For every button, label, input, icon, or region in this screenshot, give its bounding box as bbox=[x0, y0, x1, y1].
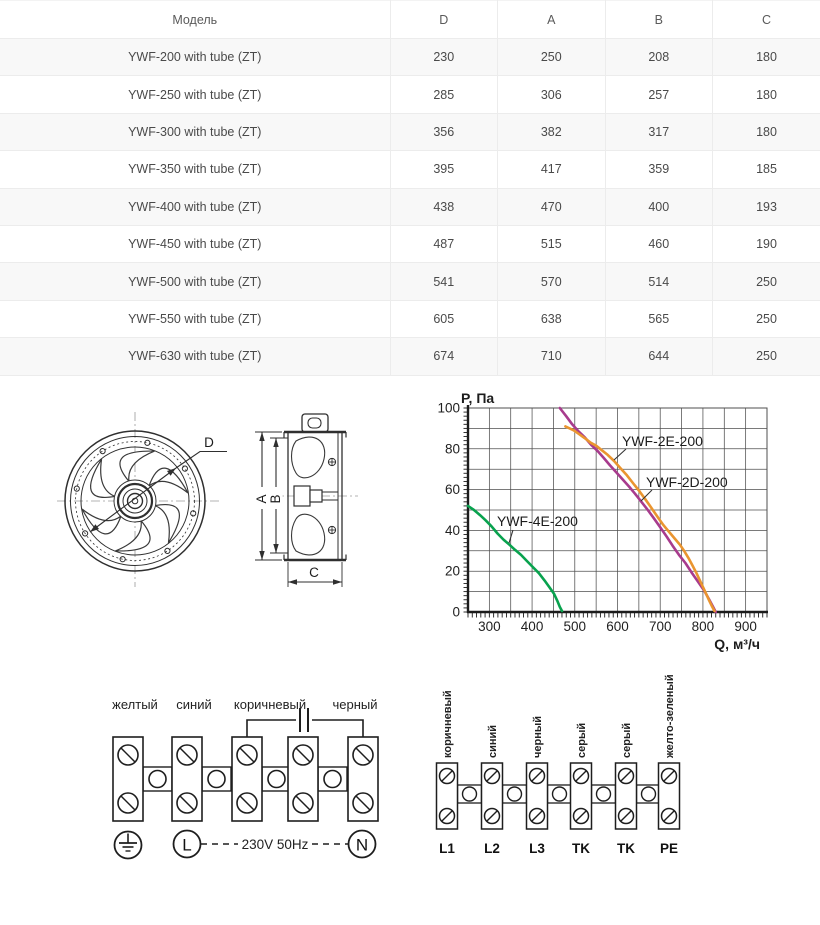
table-cell: 230 bbox=[390, 39, 498, 76]
table-row bbox=[0, 338, 820, 375]
y-axis-title: P, Па bbox=[461, 390, 495, 406]
dim-a-label: A bbox=[254, 494, 269, 504]
y-tick-label: 0 bbox=[452, 604, 460, 620]
terminal-label-l1: L1 bbox=[439, 841, 455, 856]
table-row bbox=[0, 113, 820, 150]
terminal-block bbox=[113, 737, 143, 821]
series-label-2e: YWF-2E-200 bbox=[622, 433, 703, 449]
table-cell: 638 bbox=[498, 300, 606, 337]
column-header-c: C bbox=[713, 1, 820, 39]
column-header-d: D bbox=[390, 1, 498, 39]
table-row bbox=[0, 39, 820, 76]
table-cell: 257 bbox=[605, 76, 713, 113]
table-cell: 250 bbox=[498, 39, 606, 76]
table-cell: YWF-450 with tube (ZT) bbox=[0, 225, 390, 262]
table-cell: 285 bbox=[390, 76, 498, 113]
fan-hub bbox=[114, 480, 156, 522]
terminal-block bbox=[288, 737, 318, 821]
series-label-2d: YWF-2D-200 bbox=[646, 474, 728, 490]
wire-label-yellow-green: желто-зеленый bbox=[664, 674, 676, 758]
wire-label-grey-1: серый bbox=[576, 722, 588, 758]
table-row bbox=[0, 263, 820, 300]
terminal-label-l3: L3 bbox=[529, 841, 545, 856]
table-cell: YWF-400 with tube (ZT) bbox=[0, 188, 390, 225]
table-cell: 193 bbox=[713, 188, 820, 225]
wiring-diagram-single-phase bbox=[80, 693, 400, 878]
x-tick-label: 900 bbox=[734, 619, 757, 634]
table-cell: 674 bbox=[390, 338, 498, 375]
table-cell: 180 bbox=[713, 76, 820, 113]
terminal-block bbox=[527, 763, 548, 829]
table-cell: YWF-250 with tube (ZT) bbox=[0, 76, 390, 113]
table-cell: 605 bbox=[390, 300, 498, 337]
table-cell: 185 bbox=[713, 151, 820, 188]
label-leader-2e bbox=[614, 449, 626, 460]
y-tick-label: 40 bbox=[444, 522, 460, 538]
dim-b-label: B bbox=[268, 494, 283, 504]
motor-hub bbox=[294, 486, 310, 506]
table-cell: 570 bbox=[498, 263, 606, 300]
table-row bbox=[0, 225, 820, 262]
wire-label-blue: синий bbox=[176, 697, 212, 712]
voltage-label: 230V 50Hz bbox=[241, 837, 309, 852]
x-tick-label: 400 bbox=[520, 619, 544, 634]
neutral-label: N bbox=[355, 835, 369, 855]
terminal-block bbox=[616, 763, 637, 829]
terminal-block bbox=[232, 737, 262, 821]
table-cell: 487 bbox=[390, 225, 498, 262]
table-row bbox=[0, 76, 820, 113]
terminal-box bbox=[302, 414, 328, 432]
table-cell: YWF-350 with tube (ZT) bbox=[0, 151, 390, 188]
table-row bbox=[0, 151, 820, 188]
performance-chart bbox=[430, 390, 820, 660]
x-axis-title: Q, м³/ч bbox=[714, 636, 760, 652]
x-tick-label: 800 bbox=[691, 619, 715, 634]
x-tick-label: 700 bbox=[648, 619, 672, 634]
table-cell: 382 bbox=[498, 113, 606, 150]
terminal-label-tk2: TK bbox=[617, 841, 635, 856]
table-cell: 395 bbox=[390, 151, 498, 188]
table-cell: 710 bbox=[498, 338, 606, 375]
terminal-block bbox=[172, 737, 202, 821]
table-header bbox=[0, 1, 820, 39]
terminal-block bbox=[437, 763, 458, 829]
table-cell: 470 bbox=[498, 188, 606, 225]
table-cell: 190 bbox=[713, 225, 820, 262]
table-cell: YWF-500 with tube (ZT) bbox=[0, 263, 390, 300]
wire-label-black: черный bbox=[532, 715, 544, 758]
table-cell: 515 bbox=[498, 225, 606, 262]
neutral-terminal-symbol bbox=[349, 831, 376, 858]
column-header-model: Модель bbox=[0, 1, 390, 39]
wire-label-blue: синий bbox=[487, 724, 499, 758]
y-tick-label: 80 bbox=[444, 441, 460, 457]
dim-d-label: D bbox=[204, 435, 214, 450]
table-cell: 306 bbox=[498, 76, 606, 113]
table-cell: 317 bbox=[605, 113, 713, 150]
dimensions-table-body bbox=[0, 39, 820, 376]
table-cell: 208 bbox=[605, 39, 713, 76]
fan-front-view-drawing bbox=[48, 406, 238, 598]
table-cell: YWF-200 with tube (ZT) bbox=[0, 39, 390, 76]
table-cell: 180 bbox=[713, 113, 820, 150]
table-cell: 417 bbox=[498, 151, 606, 188]
dim-c-label: C bbox=[309, 565, 319, 580]
series-label-4e: YWF-4E-200 bbox=[497, 513, 578, 529]
x-tick-label: 500 bbox=[563, 619, 587, 634]
dimensions-table bbox=[0, 0, 820, 376]
table-cell: YWF-550 with tube (ZT) bbox=[0, 300, 390, 337]
table-cell: 438 bbox=[390, 188, 498, 225]
column-header-a: A bbox=[498, 1, 606, 39]
earth-ground-icon bbox=[115, 832, 142, 859]
table-row bbox=[0, 300, 820, 337]
series-curve-ywf-2e-200 bbox=[565, 426, 714, 611]
impeller-profile bbox=[292, 437, 339, 555]
x-tick-label: 300 bbox=[478, 619, 501, 634]
table-cell: 356 bbox=[390, 113, 498, 150]
dimension-b bbox=[268, 438, 288, 553]
capacitor-icon bbox=[247, 708, 363, 737]
table-cell: YWF-630 with tube (ZT) bbox=[0, 338, 390, 375]
terminal-label-pe: PE bbox=[659, 841, 679, 856]
table-cell: 180 bbox=[713, 39, 820, 76]
y-tick-label: 60 bbox=[444, 482, 460, 498]
wire-label-grey-2: серый bbox=[621, 722, 633, 758]
line-label: L bbox=[182, 835, 192, 855]
terminal-block bbox=[659, 763, 680, 829]
y-tick-label: 100 bbox=[437, 400, 460, 416]
y-tick-label: 20 bbox=[444, 563, 460, 579]
terminal-block bbox=[482, 763, 503, 829]
dimension-c bbox=[288, 562, 342, 587]
table-cell: 644 bbox=[605, 338, 713, 375]
table-cell: 250 bbox=[713, 263, 820, 300]
dimension-d bbox=[90, 435, 227, 532]
terminal-strip bbox=[437, 763, 680, 829]
wiring-diagram-terminals bbox=[420, 672, 700, 867]
wire-label-brown: коричневый bbox=[442, 690, 454, 758]
table-cell: 400 bbox=[605, 188, 713, 225]
table-cell: 541 bbox=[390, 263, 498, 300]
wire-label-black: черный bbox=[332, 697, 378, 712]
terminal-label-tk1: TK bbox=[572, 841, 590, 856]
table-cell: YWF-300 with tube (ZT) bbox=[0, 113, 390, 150]
table-row bbox=[0, 188, 820, 225]
table-cell: 359 bbox=[605, 151, 713, 188]
table-cell: 250 bbox=[713, 300, 820, 337]
terminal-label-l2: L2 bbox=[484, 841, 500, 856]
x-tick-label: 600 bbox=[606, 619, 629, 634]
chart-plot-area bbox=[437, 401, 768, 635]
column-header-b: B bbox=[605, 1, 713, 39]
wire-label-yellow: желтый bbox=[112, 697, 158, 712]
table-cell: 565 bbox=[605, 300, 713, 337]
line-terminal-symbol bbox=[174, 831, 201, 858]
terminal-block bbox=[571, 763, 592, 829]
table-cell: 250 bbox=[713, 338, 820, 375]
wire-label-brown: коричневый bbox=[233, 697, 307, 712]
terminal-block bbox=[348, 737, 378, 821]
terminal-strip bbox=[113, 737, 378, 821]
table-cell: 514 bbox=[605, 263, 713, 300]
table-cell: 460 bbox=[605, 225, 713, 262]
fan-side-view-drawing bbox=[238, 403, 370, 601]
